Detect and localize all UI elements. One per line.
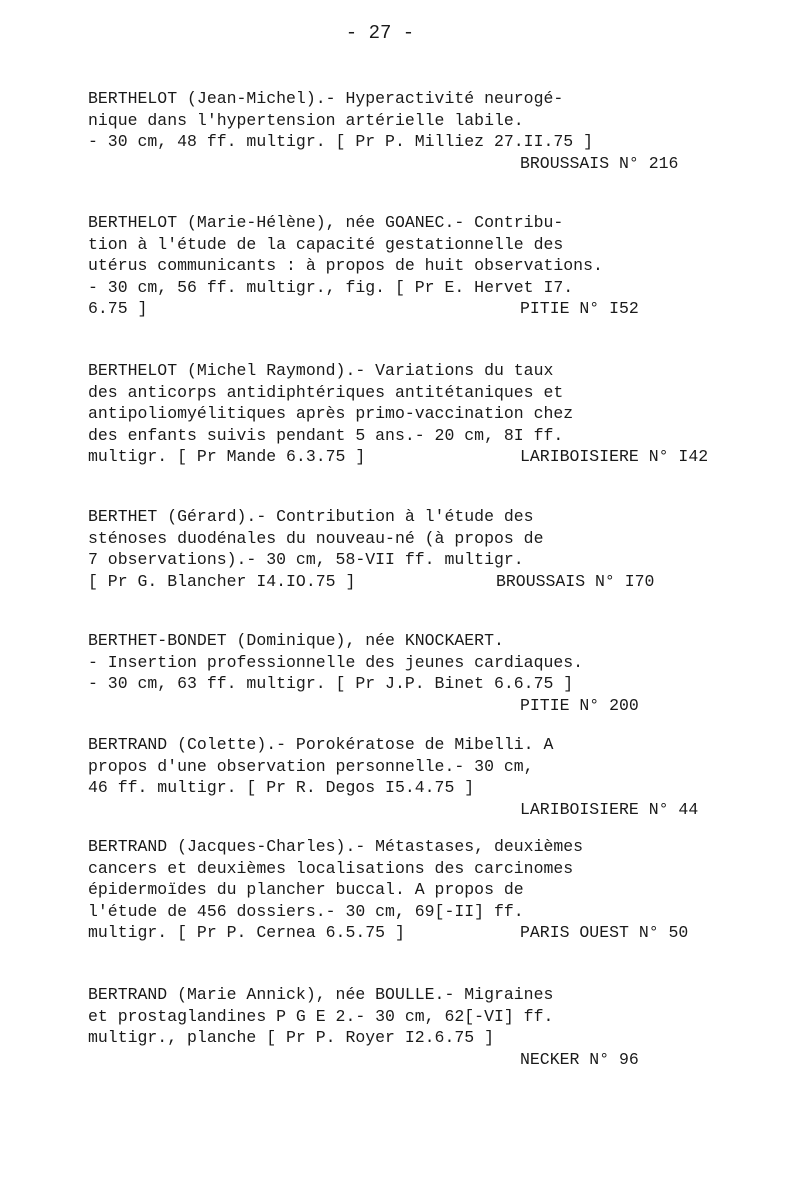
thesis-entry bbox=[88, 984, 728, 1070]
thesis-entry bbox=[88, 734, 728, 820]
entry-line: - 30 cm, 63 ff. multigr. [ Pr J.P. Binet 6.6.75 ] bbox=[88, 674, 574, 693]
entry-line: BERTHELOT (Marie-Hélène), née GOANEC.- Contribu- bbox=[88, 213, 564, 232]
entry-line: BERTRAND (Marie Annick), née BOULLE.- Migraines bbox=[88, 985, 554, 1004]
library-location: NECKER N° 96 bbox=[520, 1049, 639, 1069]
thesis-entry bbox=[88, 360, 728, 468]
page-number: - 27 - bbox=[345, 22, 415, 44]
library-location: PITIE N° 200 bbox=[520, 695, 639, 715]
library-location: BROUSSAIS N° I70 bbox=[496, 571, 655, 591]
library-location: PARIS OUEST N° 50 bbox=[520, 923, 689, 942]
entry-line: propos d'une observation personnelle.- 30 cm, bbox=[88, 756, 534, 776]
thesis-entry bbox=[88, 506, 728, 592]
entry-line: 46 ff. multigr. [ Pr R. Degos I5.4.75 ] bbox=[88, 778, 475, 797]
entry-line: utérus communicants : à propos de huit observations. bbox=[88, 256, 603, 275]
entry-line: BERTRAND (Colette).- Porokératose de Mibelli. A bbox=[88, 735, 554, 754]
entry-line: antipoliomyélitiques après primo-vaccination chez bbox=[88, 404, 574, 423]
entry-line: multigr. [ Pr Mande 6.3.75 ] bbox=[88, 447, 366, 466]
entry-line: - Insertion professionnelle des jeunes cardiaques. bbox=[88, 652, 584, 672]
thesis-entry bbox=[88, 630, 728, 716]
entry-line: épidermoïdes du plancher buccal. A propos de bbox=[88, 880, 524, 899]
entry-line: multigr., planche [ Pr P. Royer I2.6.75 ] bbox=[88, 1028, 494, 1047]
thesis-entry bbox=[88, 88, 728, 174]
entry-line: des anticorps antidiphtériques antitétaniques et bbox=[88, 382, 564, 402]
entry-line: 7 observations).- 30 cm, 58-VII ff. multigr. bbox=[88, 550, 524, 569]
thesis-entry bbox=[88, 836, 728, 944]
entry-line: - 30 cm, 56 ff. multigr., fig. [ Pr E. Hervet I7. bbox=[88, 277, 574, 297]
entry-line: l'étude de 456 dossiers.- 30 cm, 69[-II] ff. bbox=[88, 901, 524, 921]
entry-line: nique dans l'hypertension artérielle labile. bbox=[88, 110, 524, 130]
entry-line: BERTHELOT (Michel Raymond).- Variations du taux bbox=[88, 361, 554, 380]
thesis-entry bbox=[88, 212, 728, 320]
entry-line: [ Pr G. Blancher I4.IO.75 ] bbox=[88, 571, 356, 591]
library-location: PITIE N° I52 bbox=[520, 299, 639, 318]
entry-line: multigr. [ Pr P. Cernea 6.5.75 ] bbox=[88, 923, 405, 942]
entry-line: 6.75 ] bbox=[88, 299, 148, 318]
entry-line: BERTHET (Gérard).- Contribution à l'étude des bbox=[88, 507, 534, 526]
library-location: LARIBOISIERE N° 44 bbox=[520, 799, 699, 819]
entry-line: - 30 cm, 48 ff. multigr. [ Pr P. Milliez 27.II.75 ] bbox=[88, 132, 593, 151]
entry-line: BERTHET-BONDET (Dominique), née KNOCKAERT. bbox=[88, 631, 504, 650]
entry-line: sténoses duodénales du nouveau-né (à propos de bbox=[88, 528, 544, 548]
entry-line: et prostaglandines P G E 2.- 30 cm, 62[-VI] ff. bbox=[88, 1006, 554, 1026]
entry-line: cancers et deuxièmes localisations des carcinomes bbox=[88, 858, 574, 878]
library-location: BROUSSAIS N° 216 bbox=[520, 153, 679, 173]
entry-line: des enfants suivis pendant 5 ans.- 20 cm, 8I ff. bbox=[88, 425, 564, 445]
library-location: LARIBOISIERE N° I42 bbox=[520, 447, 709, 466]
entry-line: BERTRAND (Jacques-Charles).- Métastases, deuxièmes bbox=[88, 837, 584, 856]
entry-line: tion à l'étude de la capacité gestationnelle des bbox=[88, 234, 564, 254]
entry-line: BERTHELOT (Jean-Michel).- Hyperactivité neurogé- bbox=[88, 89, 564, 108]
